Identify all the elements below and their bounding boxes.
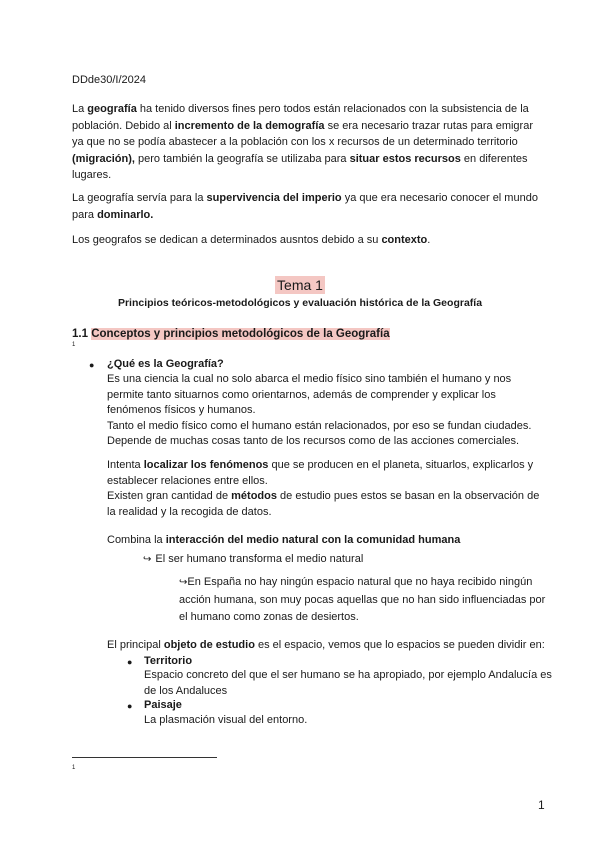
sub-point-text: El ser humano transforma el medio natural <box>155 553 364 565</box>
bullet-icon: ● <box>127 657 133 667</box>
intro-paragraph-3 <box>72 232 542 249</box>
page-number: 1 <box>538 798 545 812</box>
section-title: Conceptos y principios metodológicos de la Geografía <box>91 328 390 340</box>
text-run: Intenta <box>107 459 144 471</box>
question-paragraph: Tanto el medio físico como el humano están relacionados, por eso se fundan ciudades. <box>107 419 532 432</box>
item-text-paisaje: La plasmación visual del entorno. <box>144 714 308 726</box>
question-label: ¿Qué es la Geografía? <box>107 358 224 370</box>
question-paragraph-combina <box>107 532 460 548</box>
text-run: . <box>427 234 431 246</box>
bold-run: geografía <box>87 103 137 115</box>
topic-title: Tema 1 <box>277 277 323 293</box>
bold-run: dominarlo. <box>97 208 154 221</box>
text-run: ya que era necesario conocer el mundo para <box>72 192 538 221</box>
text-run: que se producen en el planeta, situarlos, explicarlos y establecer relaciones entre ellos. <box>107 459 534 487</box>
question-body-2 <box>107 458 547 520</box>
text-run: El principal <box>107 639 164 651</box>
arrow-icon: ↪ <box>143 554 152 565</box>
question-paragraph-objeto <box>107 637 545 653</box>
text-run: Existen gran cantidad de <box>107 490 232 502</box>
text-run: es el espacio, vemos que lo espacios se pueden dividir en: <box>254 639 545 651</box>
item-text-territorio: Espacio concreto del que el ser humano se ha apropiado, por ejemplo Andalucía es de los Andaluces <box>144 669 552 697</box>
item-label-territorio: Territorio <box>144 655 193 667</box>
question-body-1 <box>107 372 547 450</box>
intro-paragraph-1 <box>72 101 542 184</box>
intro-paragraph-2 <box>72 190 542 223</box>
text-run: La <box>72 103 88 115</box>
text-run: se era necesario trazar rutas para emigrar ya que no se podía abastecer a la población con los x recursos de un determinado territorio <box>72 119 533 148</box>
topic-subtitle: Principios teóricos-metodológicos y evaluación histórica de la Geografía <box>117 297 483 309</box>
text-run: La geografía servía para la <box>72 192 207 204</box>
text-run: Combina la <box>107 534 166 546</box>
text-run: de estudio pues estos se basan en la observación de la realidad y la recogida de datos. <box>107 490 540 518</box>
question-paragraph <box>107 489 547 520</box>
bold-run: (migración), <box>72 152 135 165</box>
text-run: ha tenido diversos fines pero todos están relacionados con la subsistencia de la población. Debido al <box>72 103 529 132</box>
bullet-icon: ● <box>127 701 133 711</box>
question-paragraph: Es una ciencia la cual no solo abarca el medio físico sino también el humano y nos permite tanto situarnos como orientarnos, además de comprender y explicar los fenómenos físicos y humanos. <box>107 373 512 416</box>
question-paragraph: Depende de muchas cosas tanto de los recursos como de las acciones comerciales. <box>107 435 520 447</box>
section-heading <box>72 328 390 340</box>
bold-run: incremento de la demografía <box>174 119 325 132</box>
item-label-paisaje: Paisaje <box>144 699 182 711</box>
bullet-icon: ● <box>89 360 95 370</box>
text-run: pero también la geografía se utilizaba para <box>134 152 350 165</box>
bold-run: métodos <box>231 490 277 502</box>
text-run: en diferentes lugares. <box>72 152 528 181</box>
bold-run: situar estos recursos <box>349 152 461 165</box>
bold-run: supervivencia del imperio <box>206 192 342 204</box>
header-date: DDde30/I/2024 <box>72 74 146 86</box>
bold-run: localizar los fenómenos <box>143 459 269 471</box>
bold-run: contexto <box>381 234 428 246</box>
bold-run: interacción del medio natural con la comunidad humana <box>165 534 461 546</box>
footnote-divider <box>72 757 217 758</box>
sub-point-text: En España no hay ningún espacio natural que no haya recibido ningún acción humana, son muy pocas aquellas que no han sido influenciadas por el humano como zonas de desiertos. <box>179 576 546 623</box>
text-run: Los geografos se dedican a determinados ausntos debido a su <box>72 234 382 246</box>
bold-run: objeto de estudio <box>163 639 255 651</box>
question-paragraph <box>107 458 547 489</box>
sub-point-2 <box>179 574 549 627</box>
section-number: 1.1 <box>72 328 92 340</box>
arrow-icon: ↪ <box>179 577 188 588</box>
footnote-number: 1 <box>72 765 76 771</box>
sub-point-1 <box>143 551 363 568</box>
topic-title-wrap <box>0 277 600 293</box>
footnote-reference: 1 <box>72 342 76 348</box>
